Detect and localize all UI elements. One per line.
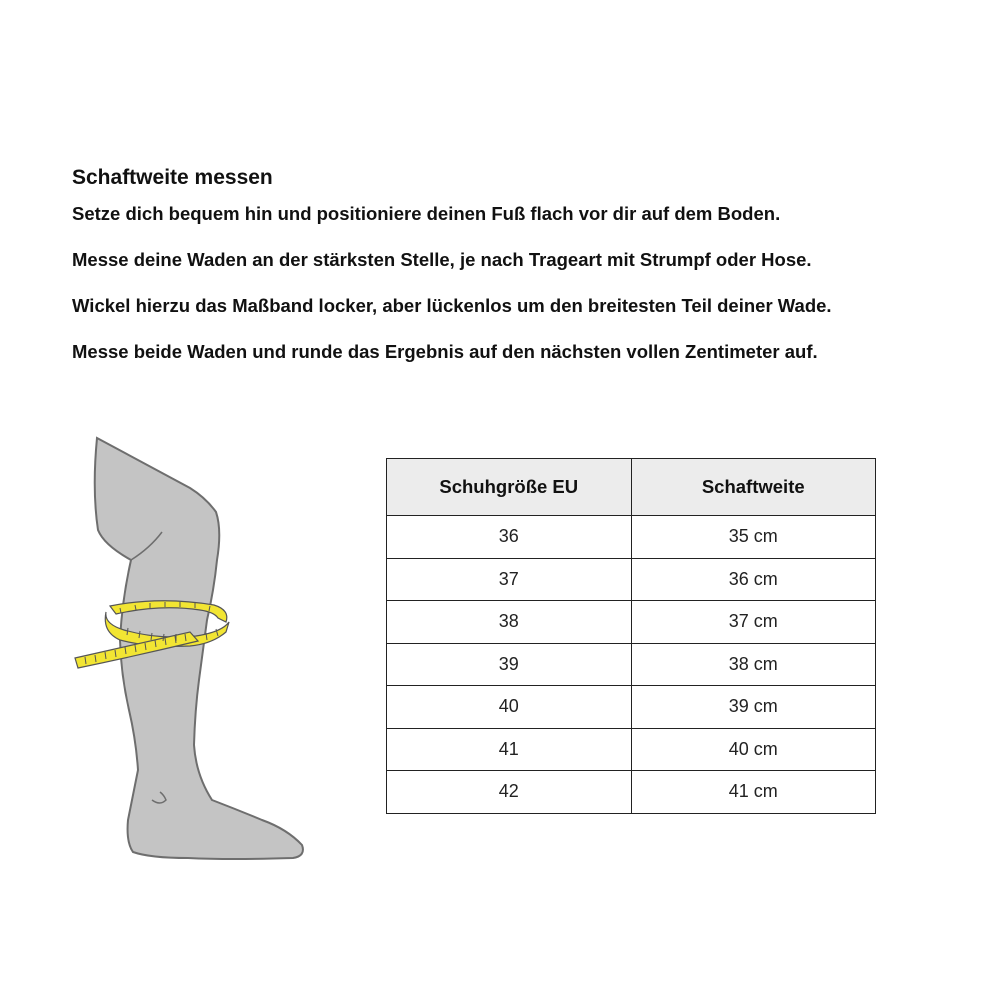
page-title: Schaftweite messen — [72, 166, 273, 190]
leg-measuring-illustration — [70, 430, 315, 870]
table-row — [387, 771, 876, 814]
instruction-item: Wickel hierzu das Maßband locker, aber lückenlos um den breitesten Teil deiner Wade. — [72, 295, 832, 316]
table-header-row — [387, 459, 876, 516]
shaft-width-cell: 35 cm — [631, 516, 876, 559]
shoe-size-cell: 39 — [387, 643, 632, 686]
table-row — [387, 728, 876, 771]
shaft-width-cell: 37 cm — [631, 601, 876, 644]
column-header-shaft-width: Schaftweite — [631, 459, 876, 516]
shoe-size-cell: 42 — [387, 771, 632, 814]
shoe-size-cell: 37 — [387, 558, 632, 601]
shaft-width-cell: 38 cm — [631, 643, 876, 686]
size-table — [386, 458, 876, 814]
shaft-width-cell: 36 cm — [631, 558, 876, 601]
shaft-width-cell: 40 cm — [631, 728, 876, 771]
shoe-size-cell: 40 — [387, 686, 632, 729]
column-header-shoe-size: Schuhgröße EU — [387, 459, 632, 516]
shaft-width-cell: 41 cm — [631, 771, 876, 814]
instruction-item: Messe beide Waden und runde das Ergebnis auf den nächsten vollen Zentimeter auf. — [72, 341, 818, 362]
table-row — [387, 558, 876, 601]
instruction-item: Setze dich bequem hin und positioniere deinen Fuß flach vor dir auf dem Boden. — [72, 203, 781, 224]
table-row — [387, 643, 876, 686]
shoe-size-cell: 41 — [387, 728, 632, 771]
shoe-size-cell: 38 — [387, 601, 632, 644]
instruction-item: Messe deine Waden an der stärksten Stelle, je nach Trageart mit Strumpf oder Hose. — [72, 249, 812, 270]
instruction-list — [72, 202, 832, 386]
shoe-size-cell: 36 — [387, 516, 632, 559]
table-row — [387, 516, 876, 559]
shaft-width-cell: 39 cm — [631, 686, 876, 729]
table-row — [387, 686, 876, 729]
table-row — [387, 601, 876, 644]
